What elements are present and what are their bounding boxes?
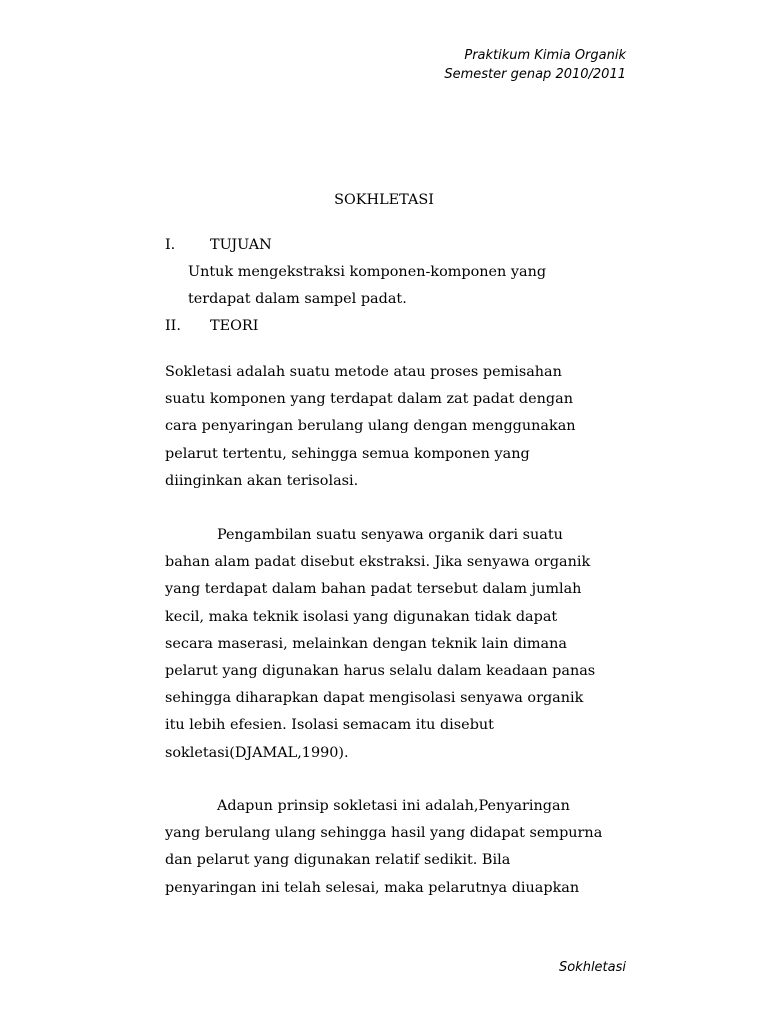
section-heading-teori [165, 313, 258, 340]
paragraph-line: penyaringan ini telah selesai, maka pelarutnya diuapkan [165, 879, 580, 896]
paragraph-extraction [165, 522, 635, 767]
document-title: SOKHLETASI [334, 192, 434, 208]
aim-line: Untuk mengekstraksi komponen-komponen yang [188, 264, 547, 280]
section-number: I. [165, 237, 176, 253]
paragraph-line: yang terdapat dalam bahan padat tersebut dalam jumlah [165, 581, 582, 598]
header-course-name: Praktikum Kimia Organik [464, 48, 626, 63]
paragraph-line: pelarut tertentu, sehingga semua komponen yang [165, 445, 530, 462]
section-number: II. [165, 318, 181, 334]
aim-text [188, 259, 608, 313]
paragraph-line: pelarut yang digunakan harus selalu dalam keadaan panas [165, 663, 596, 680]
paragraph-definition [165, 359, 635, 495]
paragraph-line: suatu komponen yang terdapat dalam zat padat dengan [165, 391, 573, 408]
section-title: TEORI [210, 318, 259, 334]
paragraph-line: sehingga diharapkan dapat mengisolasi senyawa organik [165, 690, 584, 707]
paragraph-line: dan pelarut yang digunakan relatif sedikit. Bila [165, 852, 511, 869]
header-semester: Semester genap 2010/2011 [444, 67, 626, 82]
paragraph-line: Adapun prinsip sokletasi ini adalah,Penyaringan [217, 798, 570, 814]
section-title: TUJUAN [210, 237, 272, 253]
paragraph-line: secara maserasi, melainkan dengan teknik lain dimana [165, 635, 567, 652]
section-heading-tujuan [165, 232, 272, 259]
paragraph-line: Sokletasi adalah suatu metode atau proses pemisahan [165, 364, 562, 380]
paragraph-line: Pengambilan suatu senyawa organik dari suatu [217, 527, 563, 543]
paragraph-line: kecil, maka teknik isolasi yang digunakan tidak dapat [165, 608, 558, 625]
paragraph-principle [165, 793, 635, 902]
paragraph-line: yang berulang ulang sehingga hasil yang didapat sempurna [165, 825, 603, 842]
paragraph-line: itu lebih efesien. Isolasi semacam itu disebut [165, 717, 494, 734]
paragraph-line: bahan alam padat disebut ekstraksi. Jika senyawa organik [165, 554, 591, 571]
paragraph-line: diinginkan akan terisolasi. [165, 472, 359, 489]
page-footer: Sokhletasi [558, 960, 626, 975]
aim-line: terdapat dalam sampel padat. [188, 291, 407, 308]
paragraph-line: sokletasi(DJAMAL,1990). [165, 744, 349, 761]
paragraph-line: cara penyaringan berulang ulang dengan menggunakan [165, 418, 576, 435]
page-header [444, 46, 626, 84]
